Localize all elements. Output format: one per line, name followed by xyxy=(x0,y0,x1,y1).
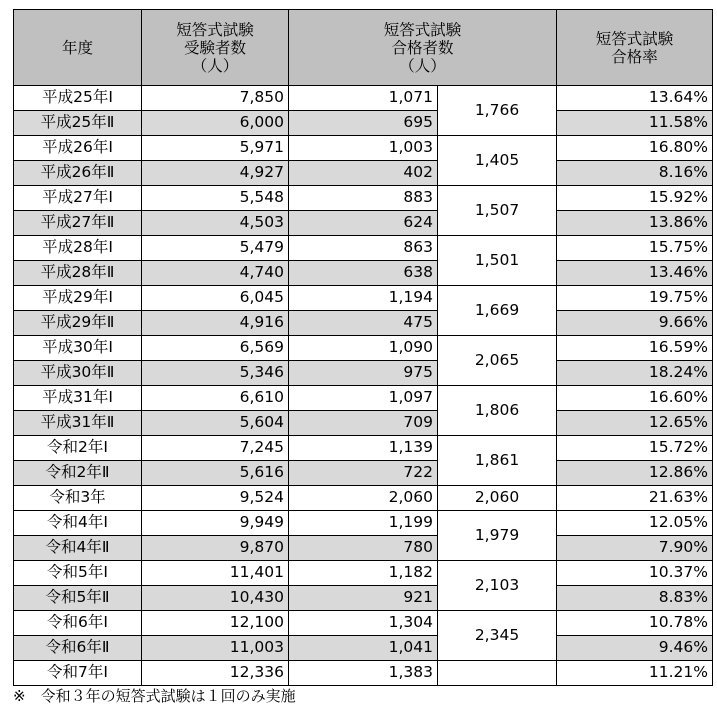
year-cell: 平成29年Ⅰ xyxy=(14,286,142,311)
year-cell: 平成28年Ⅱ xyxy=(14,261,142,286)
table-row xyxy=(14,561,713,586)
passers-cell: 624 xyxy=(289,211,438,236)
table-row xyxy=(14,336,713,361)
year-cell: 平成26年Ⅰ xyxy=(14,136,142,161)
annual-total-passers-cell: 2,103 xyxy=(438,561,557,611)
examinees-cell: 12,100 xyxy=(142,611,289,636)
year-cell: 平成27年Ⅱ xyxy=(14,211,142,236)
table-row xyxy=(14,411,713,436)
table-row xyxy=(14,511,713,536)
table-row xyxy=(14,311,713,336)
table-row xyxy=(14,461,713,486)
table-row xyxy=(14,361,713,386)
examinees-cell: 5,604 xyxy=(142,411,289,436)
examinees-cell: 5,971 xyxy=(142,136,289,161)
year-cell: 令和2年Ⅰ xyxy=(14,436,142,461)
annual-total-passers-cell: 1,861 xyxy=(438,436,557,486)
year-cell: 平成25年Ⅱ xyxy=(14,111,142,136)
pass-rate-cell: 15.72% xyxy=(557,436,713,461)
annual-total-passers-cell: 2,345 xyxy=(438,611,557,661)
year-cell: 平成31年Ⅰ xyxy=(14,386,142,411)
pass-rate-cell: 12.05% xyxy=(557,511,713,536)
pass-rate-cell: 12.86% xyxy=(557,461,713,486)
annual-total-passers-cell: 1,501 xyxy=(438,236,557,286)
table-body xyxy=(14,86,713,686)
exam-statistics-table xyxy=(13,9,713,686)
table-row xyxy=(14,111,713,136)
year-cell: 令和6年Ⅰ xyxy=(14,611,142,636)
examinees-cell: 4,916 xyxy=(142,311,289,336)
passers-cell: 1,090 xyxy=(289,336,438,361)
passers-cell: 722 xyxy=(289,461,438,486)
pass-rate-cell: 16.59% xyxy=(557,336,713,361)
passers-cell: 1,199 xyxy=(289,511,438,536)
examinees-cell: 7,850 xyxy=(142,86,289,111)
annual-total-passers-cell: 1,979 xyxy=(438,511,557,561)
header-row xyxy=(14,10,713,86)
year-cell: 令和4年Ⅰ xyxy=(14,511,142,536)
pass-rate-cell: 10.78% xyxy=(557,611,713,636)
examinees-cell: 12,336 xyxy=(142,661,289,686)
annual-total-passers-cell: 1,405 xyxy=(438,136,557,186)
pass-rate-cell: 19.75% xyxy=(557,286,713,311)
pass-rate-cell: 12.65% xyxy=(557,411,713,436)
table-row xyxy=(14,186,713,211)
table-row xyxy=(14,536,713,561)
passers-cell: 1,071 xyxy=(289,86,438,111)
pass-rate-cell: 13.86% xyxy=(557,211,713,236)
passers-cell: 1,304 xyxy=(289,611,438,636)
footnote: ※ 令和３年の短答式試験は１回のみ実施 xyxy=(13,687,296,705)
passers-cell: 921 xyxy=(289,586,438,611)
passers-cell: 638 xyxy=(289,261,438,286)
table-row xyxy=(14,611,713,636)
year-cell: 平成25年Ⅰ xyxy=(14,86,142,111)
examinees-cell: 5,479 xyxy=(142,236,289,261)
table-row xyxy=(14,386,713,411)
passers-cell: 975 xyxy=(289,361,438,386)
examinees-cell: 9,870 xyxy=(142,536,289,561)
pass-rate-cell: 16.80% xyxy=(557,136,713,161)
annual-total-passers-cell: 2,065 xyxy=(438,336,557,386)
pass-rate-cell: 8.83% xyxy=(557,586,713,611)
examinees-cell: 9,949 xyxy=(142,511,289,536)
header-pass-rate: 短答式試験 合格率 xyxy=(557,10,713,86)
pass-rate-cell: 11.58% xyxy=(557,111,713,136)
year-cell: 令和2年Ⅱ xyxy=(14,461,142,486)
examinees-cell: 5,346 xyxy=(142,361,289,386)
examinees-cell: 5,548 xyxy=(142,186,289,211)
year-cell: 平成31年Ⅱ xyxy=(14,411,142,436)
passers-cell: 863 xyxy=(289,236,438,261)
examinees-cell: 6,045 xyxy=(142,286,289,311)
passers-cell: 1,003 xyxy=(289,136,438,161)
table-row xyxy=(14,236,713,261)
passers-cell: 1,097 xyxy=(289,386,438,411)
year-cell: 平成29年Ⅱ xyxy=(14,311,142,336)
pass-rate-cell: 21.63% xyxy=(557,486,713,511)
year-cell: 平成30年Ⅰ xyxy=(14,336,142,361)
passers-cell: 1,194 xyxy=(289,286,438,311)
year-cell: 令和5年Ⅰ xyxy=(14,561,142,586)
passers-cell: 475 xyxy=(289,311,438,336)
annual-total-passers-cell: 1,806 xyxy=(438,386,557,436)
table-row xyxy=(14,636,713,661)
annual-total-passers-cell: 1,669 xyxy=(438,286,557,336)
examinees-cell: 10,430 xyxy=(142,586,289,611)
year-cell: 平成28年Ⅰ xyxy=(14,236,142,261)
passers-cell: 1,383 xyxy=(289,661,438,686)
examinees-cell: 11,003 xyxy=(142,636,289,661)
table-header xyxy=(14,10,713,86)
table-row xyxy=(14,586,713,611)
pass-rate-cell: 11.21% xyxy=(557,661,713,686)
passers-cell: 883 xyxy=(289,186,438,211)
year-cell: 平成27年Ⅰ xyxy=(14,186,142,211)
passers-cell: 1,182 xyxy=(289,561,438,586)
header-year: 年度 xyxy=(14,10,142,86)
annual-total-passers-cell xyxy=(438,661,557,686)
table-row xyxy=(14,286,713,311)
pass-rate-cell: 13.64% xyxy=(557,86,713,111)
pass-rate-cell: 13.46% xyxy=(557,261,713,286)
passers-cell: 709 xyxy=(289,411,438,436)
table-row xyxy=(14,211,713,236)
year-cell: 平成26年Ⅱ xyxy=(14,161,142,186)
pass-rate-cell: 10.37% xyxy=(557,561,713,586)
header-passers: 短答式試験 合格者数 （人） xyxy=(289,10,557,86)
passers-cell: 1,041 xyxy=(289,636,438,661)
year-cell: 令和4年Ⅱ xyxy=(14,536,142,561)
passers-cell: 780 xyxy=(289,536,438,561)
examinees-cell: 11,401 xyxy=(142,561,289,586)
examinees-cell: 4,503 xyxy=(142,211,289,236)
table-row xyxy=(14,161,713,186)
table-row xyxy=(14,261,713,286)
year-cell: 令和3年 xyxy=(14,486,142,511)
pass-rate-cell: 18.24% xyxy=(557,361,713,386)
table-row xyxy=(14,136,713,161)
passers-cell: 695 xyxy=(289,111,438,136)
examinees-cell: 7,245 xyxy=(142,436,289,461)
pass-rate-cell: 16.60% xyxy=(557,386,713,411)
table-row xyxy=(14,486,713,511)
pass-rate-cell: 8.16% xyxy=(557,161,713,186)
year-cell: 令和7年Ⅰ xyxy=(14,661,142,686)
examinees-cell: 6,569 xyxy=(142,336,289,361)
passers-cell: 2,060 xyxy=(289,486,438,511)
pass-rate-cell: 9.46% xyxy=(557,636,713,661)
table-row xyxy=(14,86,713,111)
examinees-cell: 5,616 xyxy=(142,461,289,486)
annual-total-passers-cell: 1,507 xyxy=(438,186,557,236)
year-cell: 平成30年Ⅱ xyxy=(14,361,142,386)
pass-rate-cell: 15.75% xyxy=(557,236,713,261)
year-cell: 令和5年Ⅱ xyxy=(14,586,142,611)
annual-total-passers-cell: 2,060 xyxy=(438,486,557,511)
annual-total-passers-cell: 1,766 xyxy=(438,86,557,136)
passers-cell: 402 xyxy=(289,161,438,186)
pass-rate-cell: 15.92% xyxy=(557,186,713,211)
pass-rate-cell: 7.90% xyxy=(557,536,713,561)
header-examinees: 短答式試験 受験者数 （人） xyxy=(142,10,289,86)
year-cell: 令和6年Ⅱ xyxy=(14,636,142,661)
examinees-cell: 4,927 xyxy=(142,161,289,186)
examinees-cell: 9,524 xyxy=(142,486,289,511)
examinees-cell: 6,610 xyxy=(142,386,289,411)
examinees-cell: 4,740 xyxy=(142,261,289,286)
passers-cell: 1,139 xyxy=(289,436,438,461)
table-row xyxy=(14,436,713,461)
pass-rate-cell: 9.66% xyxy=(557,311,713,336)
examinees-cell: 6,000 xyxy=(142,111,289,136)
table-row xyxy=(14,661,713,686)
